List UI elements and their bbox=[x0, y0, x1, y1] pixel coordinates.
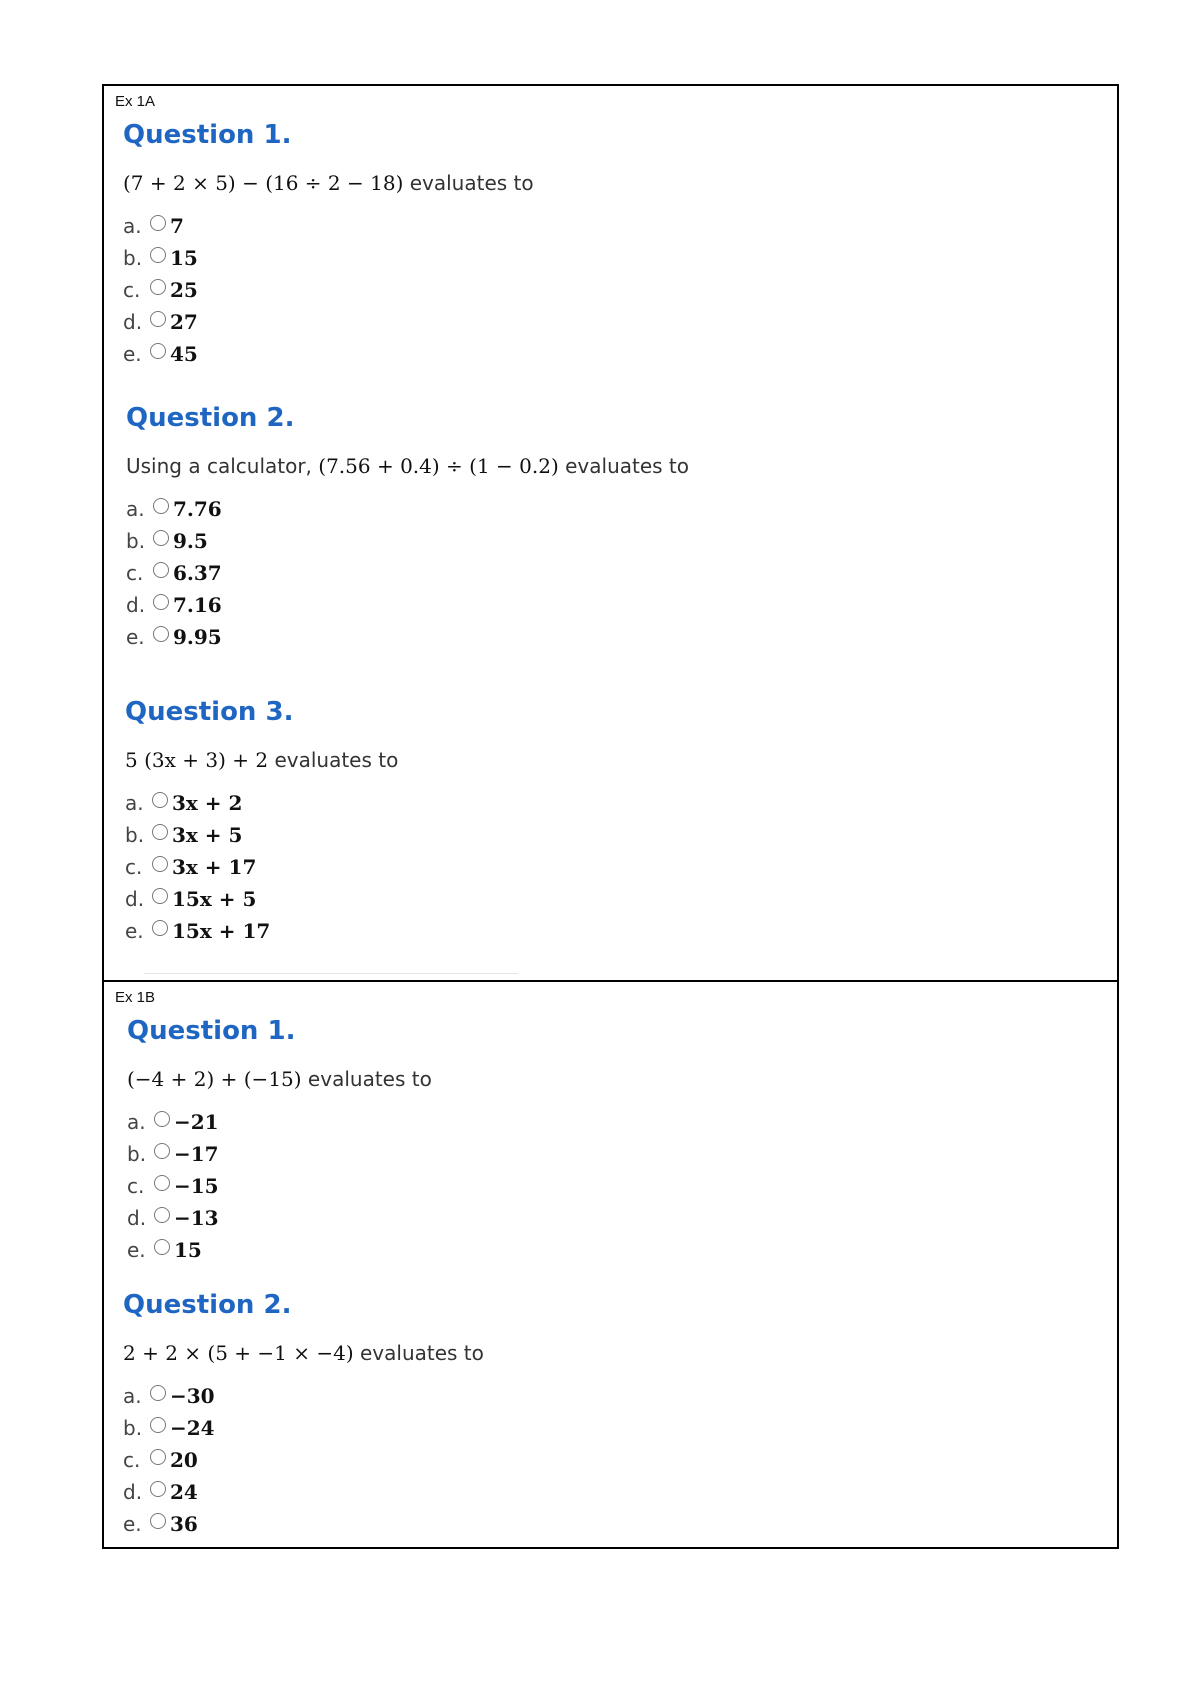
question-tail: evaluates to bbox=[403, 171, 534, 195]
radio-button[interactable] bbox=[152, 856, 168, 872]
option-value: −30 bbox=[170, 1384, 215, 1408]
question-title: Question 1. bbox=[127, 1016, 296, 1046]
options-list bbox=[125, 787, 398, 947]
option-letter: e. bbox=[123, 342, 142, 366]
option-value: 3x + 2 bbox=[172, 791, 243, 815]
option-a[interactable] bbox=[125, 787, 398, 819]
radio-button[interactable] bbox=[150, 1385, 166, 1401]
option-letter: b. bbox=[127, 1142, 147, 1166]
option-value: −13 bbox=[174, 1206, 219, 1230]
radio-button[interactable] bbox=[153, 626, 169, 642]
option-letter: b. bbox=[125, 823, 145, 847]
question-title: Question 1. bbox=[123, 120, 292, 150]
option-letter: a. bbox=[123, 1384, 142, 1408]
question-tail: evaluates to bbox=[268, 748, 399, 772]
question-expression: 5 (3x + 3) + 2 bbox=[125, 748, 269, 772]
option-value: 3x + 17 bbox=[172, 855, 257, 879]
options-list bbox=[127, 1106, 432, 1266]
option-value: 7 bbox=[170, 214, 184, 238]
option-value: 24 bbox=[170, 1480, 198, 1504]
option-b[interactable] bbox=[126, 525, 689, 557]
radio-button[interactable] bbox=[152, 920, 168, 936]
option-value: 6.37 bbox=[173, 561, 222, 585]
question-expression: (7 + 2 × 5) − (16 ÷ 2 − 18) bbox=[123, 171, 404, 195]
option-e[interactable] bbox=[126, 621, 689, 653]
question-stem bbox=[123, 1340, 484, 1366]
option-value: 15x + 5 bbox=[172, 887, 257, 911]
option-letter: c. bbox=[123, 1448, 141, 1472]
radio-button[interactable] bbox=[150, 1513, 166, 1529]
radio-button[interactable] bbox=[152, 888, 168, 904]
radio-button[interactable] bbox=[150, 311, 166, 327]
radio-button[interactable] bbox=[150, 1449, 166, 1465]
radio-button[interactable] bbox=[153, 498, 169, 514]
option-letter: b. bbox=[126, 529, 146, 553]
question-expression: (7.56 + 0.4) ÷ (1 − 0.2) bbox=[318, 454, 559, 478]
option-d[interactable] bbox=[127, 1202, 432, 1234]
question-block bbox=[126, 403, 689, 653]
radio-button[interactable] bbox=[153, 530, 169, 546]
option-e[interactable] bbox=[123, 338, 534, 370]
option-value: 3x + 5 bbox=[172, 823, 243, 847]
options-list bbox=[123, 210, 534, 370]
option-b[interactable] bbox=[127, 1138, 432, 1170]
question-block bbox=[123, 120, 534, 370]
radio-button[interactable] bbox=[153, 562, 169, 578]
option-a[interactable] bbox=[126, 493, 689, 525]
question-expression: (−4 + 2) + (−15) bbox=[127, 1067, 302, 1091]
question-tail: evaluates to bbox=[301, 1067, 432, 1091]
question-title: Question 3. bbox=[125, 697, 294, 727]
divider bbox=[144, 973, 518, 974]
option-d[interactable] bbox=[125, 883, 398, 915]
option-letter: e. bbox=[126, 625, 145, 649]
question-tail: evaluates to bbox=[353, 1341, 484, 1365]
option-a[interactable] bbox=[127, 1106, 432, 1138]
radio-button[interactable] bbox=[152, 792, 168, 808]
option-a[interactable] bbox=[123, 210, 534, 242]
question-title: Question 2. bbox=[126, 403, 295, 433]
option-letter: b. bbox=[123, 1416, 143, 1440]
option-letter: d. bbox=[123, 1480, 143, 1504]
option-d[interactable] bbox=[123, 1476, 484, 1508]
option-e[interactable] bbox=[127, 1234, 432, 1266]
option-value: −15 bbox=[174, 1174, 219, 1198]
option-value: −21 bbox=[174, 1110, 219, 1134]
option-value: 20 bbox=[170, 1448, 198, 1472]
option-letter: d. bbox=[126, 593, 146, 617]
exercise-label: Ex 1A bbox=[115, 93, 156, 110]
option-value: 7.76 bbox=[173, 497, 222, 521]
radio-button[interactable] bbox=[150, 247, 166, 263]
option-value: 27 bbox=[170, 310, 198, 334]
option-c[interactable] bbox=[126, 557, 689, 589]
option-letter: a. bbox=[125, 791, 144, 815]
option-letter: b. bbox=[123, 246, 143, 270]
radio-button[interactable] bbox=[154, 1143, 170, 1159]
question-stem bbox=[127, 1066, 432, 1092]
radio-button[interactable] bbox=[150, 279, 166, 295]
option-b[interactable] bbox=[123, 242, 534, 274]
radio-button[interactable] bbox=[150, 1481, 166, 1497]
exercise-section-1b bbox=[102, 980, 1119, 1549]
radio-button[interactable] bbox=[153, 594, 169, 610]
option-letter: c. bbox=[123, 278, 141, 302]
option-value: 15 bbox=[170, 246, 198, 270]
options-list bbox=[123, 1380, 484, 1540]
exercise-label: Ex 1B bbox=[115, 989, 156, 1006]
option-a[interactable] bbox=[123, 1380, 484, 1412]
radio-button[interactable] bbox=[150, 215, 166, 231]
radio-button[interactable] bbox=[154, 1207, 170, 1223]
option-letter: d. bbox=[127, 1206, 147, 1230]
question-block bbox=[125, 697, 398, 947]
exercise-section-1a bbox=[102, 84, 1119, 982]
option-letter: c. bbox=[125, 855, 143, 879]
radio-button[interactable] bbox=[154, 1239, 170, 1255]
options-list bbox=[126, 493, 689, 653]
option-value: 45 bbox=[170, 342, 198, 366]
option-value: 15x + 17 bbox=[172, 919, 271, 943]
option-letter: e. bbox=[123, 1512, 142, 1536]
option-c[interactable] bbox=[123, 1444, 484, 1476]
option-value: 9.5 bbox=[173, 529, 208, 553]
option-value: 25 bbox=[170, 278, 198, 302]
question-block bbox=[127, 1016, 432, 1266]
option-letter: c. bbox=[127, 1174, 145, 1198]
question-tail: evaluates to bbox=[558, 454, 690, 478]
option-value: −24 bbox=[170, 1416, 215, 1440]
option-letter: a. bbox=[127, 1110, 146, 1134]
radio-button[interactable] bbox=[154, 1111, 170, 1127]
option-b[interactable] bbox=[125, 819, 398, 851]
question-lead: Using a calculator, bbox=[126, 454, 319, 478]
option-letter: a. bbox=[123, 214, 142, 238]
option-e[interactable] bbox=[123, 1508, 484, 1540]
option-letter: c. bbox=[126, 561, 144, 585]
option-c[interactable] bbox=[127, 1170, 432, 1202]
option-c[interactable] bbox=[125, 851, 398, 883]
option-c[interactable] bbox=[123, 274, 534, 306]
option-letter: d. bbox=[123, 310, 143, 334]
radio-button[interactable] bbox=[152, 824, 168, 840]
option-value: 15 bbox=[174, 1238, 202, 1262]
radio-button[interactable] bbox=[150, 343, 166, 359]
option-d[interactable] bbox=[126, 589, 689, 621]
option-value: 9.95 bbox=[173, 625, 222, 649]
option-letter: d. bbox=[125, 887, 145, 911]
question-stem bbox=[126, 453, 689, 479]
option-value: −17 bbox=[174, 1142, 219, 1166]
question-title: Question 2. bbox=[123, 1290, 292, 1320]
option-letter: e. bbox=[127, 1238, 146, 1262]
option-d[interactable] bbox=[123, 306, 534, 338]
radio-button[interactable] bbox=[154, 1175, 170, 1191]
question-stem bbox=[123, 170, 534, 196]
option-letter: e. bbox=[125, 919, 144, 943]
option-b[interactable] bbox=[123, 1412, 484, 1444]
option-value: 36 bbox=[170, 1512, 198, 1536]
option-value: 7.16 bbox=[173, 593, 222, 617]
question-stem bbox=[125, 747, 398, 773]
option-letter: a. bbox=[126, 497, 145, 521]
radio-button[interactable] bbox=[150, 1417, 166, 1433]
question-expression: 2 + 2 × (5 + −1 × −4) bbox=[123, 1341, 354, 1365]
question-block bbox=[123, 1290, 484, 1540]
option-e[interactable] bbox=[125, 915, 398, 947]
